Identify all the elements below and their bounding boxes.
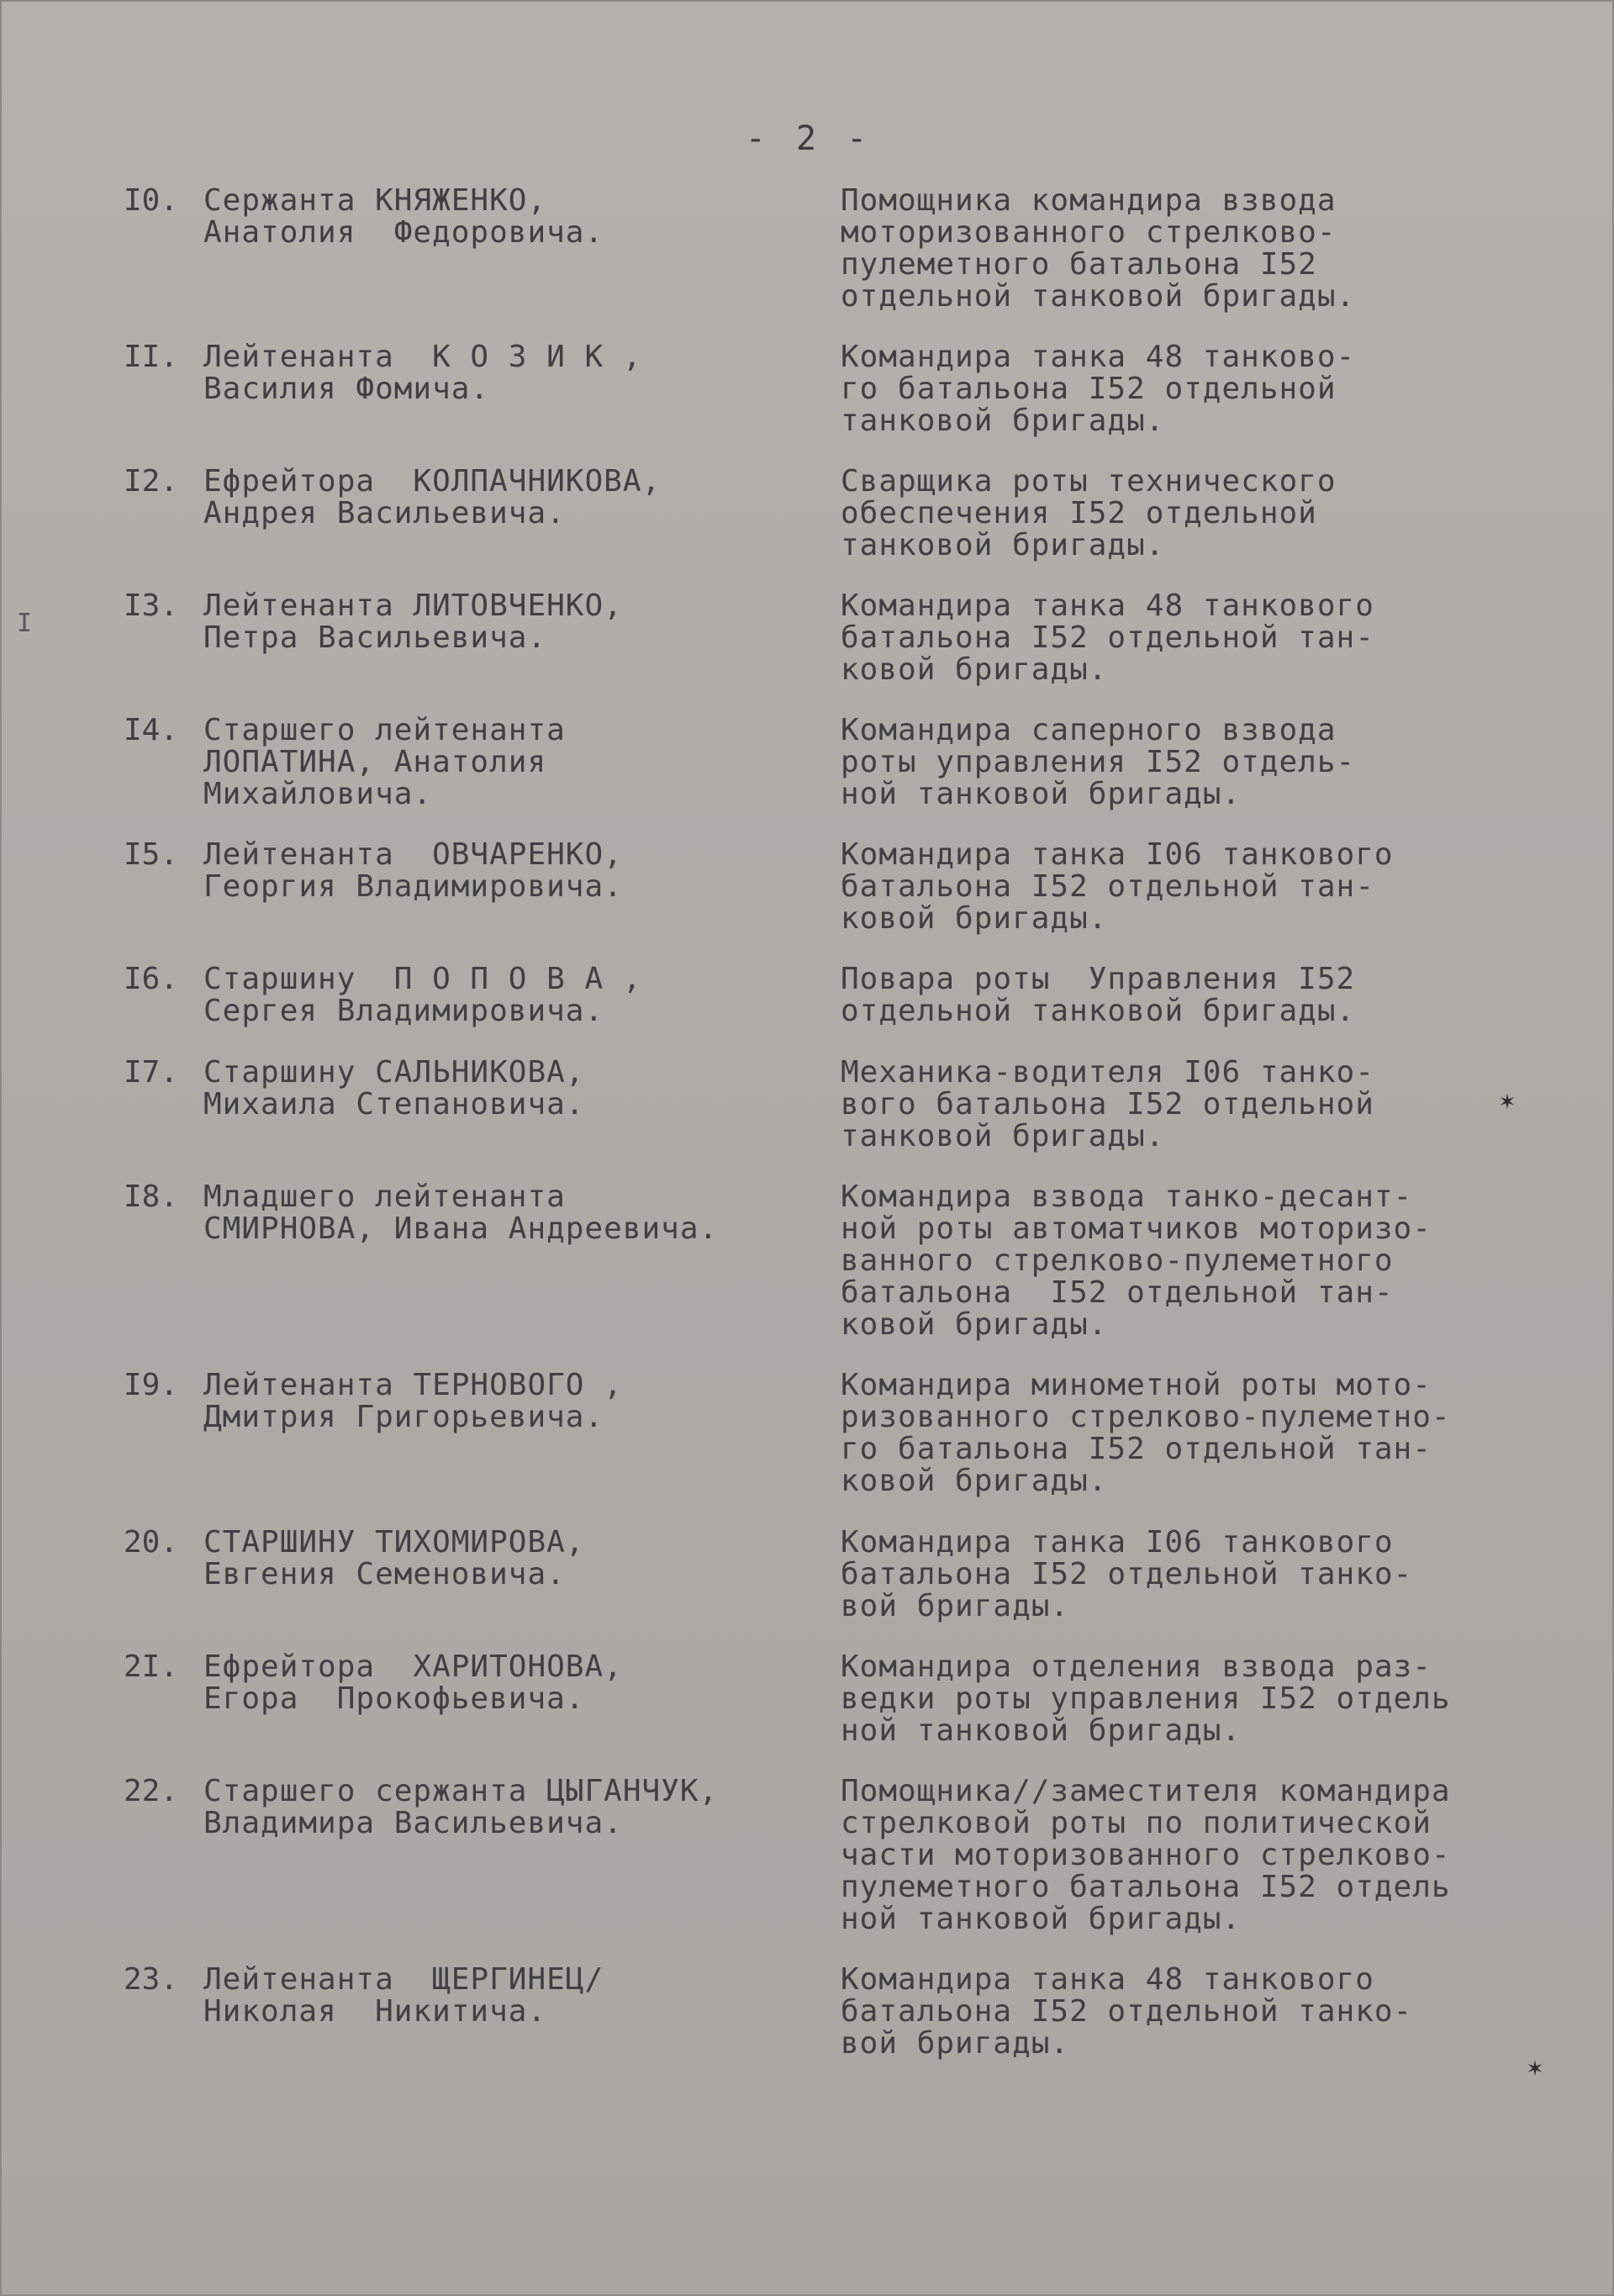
- recipient-name-line: Анатолия Федоровича.: [203, 215, 604, 250]
- recipient-position-line: ковой бригады.: [841, 652, 1108, 687]
- recipient-name-line: ЛОПАТИНА, Анатолия: [203, 745, 547, 779]
- recipient-name-line: Младшего лейтенанта: [203, 1180, 566, 1214]
- recipient-name: [203, 1964, 842, 2028]
- recipient-position-line: отдельной танковой бригады.: [841, 279, 1356, 314]
- recipient-position: [841, 341, 1564, 437]
- recipient-position-line: ной танковой бригады.: [841, 1902, 1242, 1936]
- recipient-position-line: вой бригады.: [841, 1589, 1070, 1623]
- recipient-name: [203, 1057, 842, 1121]
- recipient-position-line: Командира танка 48 танкового: [841, 1962, 1374, 1997]
- recipient-position-line: обеспечения I52 отдельной: [841, 496, 1317, 530]
- recipient-name: [203, 341, 842, 405]
- recipient-name-line: Старшину П О П О В А ,: [203, 962, 642, 996]
- recipient-position-line: Повара роты Управления I52: [841, 962, 1356, 996]
- entry-number: I4.: [124, 713, 179, 747]
- recipient-position-line: Командира танка I06 танкового: [841, 837, 1394, 872]
- recipient-name: [203, 1651, 842, 1715]
- recipient-name-line: Лейтенанта ЩЕРГИНЕЦ/: [203, 1962, 604, 1997]
- entry-number: I7.: [124, 1055, 179, 1090]
- recipient-position: [841, 466, 1564, 562]
- recipient-name: [203, 590, 842, 654]
- recipient-name-line: Старшего лейтенанта: [203, 713, 566, 747]
- recipient-name-line: Михайловича.: [203, 777, 433, 811]
- recipient-name: [203, 466, 842, 530]
- recipient-position: [841, 1776, 1564, 1935]
- recipient-position-line: ной танковой бригады.: [841, 1713, 1242, 1748]
- page-number: - 2 -: [745, 119, 873, 158]
- recipient-position-line: ковой бригады.: [841, 1307, 1108, 1342]
- recipient-name-line: Василия Фомича.: [203, 372, 490, 406]
- recipient-name-line: Старшего сержанта ЦЫГАНЧУК,: [203, 1774, 719, 1808]
- recipient-position: [841, 590, 1564, 686]
- recipient-name: [203, 839, 842, 903]
- recipient-name-line: Георгия Владимировича.: [203, 869, 623, 904]
- recipient-position-line: части моторизованного стрелково-: [841, 1838, 1451, 1872]
- recipient-position-line: Командира танка I06 танкового: [841, 1525, 1394, 1560]
- star-mark-icon: ✶: [1527, 2053, 1543, 2082]
- recipient-name-line: Лейтенанта ТЕРНОВОГО ,: [203, 1368, 623, 1402]
- edge-mark: I: [17, 609, 33, 638]
- recipient-position-line: го батальона I52 отдельной тан-: [841, 1432, 1432, 1466]
- recipient-position-line: стрелковой роты по политической: [841, 1806, 1432, 1840]
- recipient-position-line: батальона I52 отдельной танко-: [841, 1557, 1413, 1591]
- recipient-position-line: Командира танка 48 танкового: [841, 589, 1374, 623]
- recipient-name: [203, 1181, 842, 1245]
- entry-number: I8.: [124, 1180, 179, 1214]
- recipient-position-line: Командира минометной роты мото-: [841, 1368, 1432, 1402]
- recipient-position-line: Командира саперного взвода: [841, 713, 1337, 747]
- recipient-position-line: пулеметного батальона I52 отдель: [841, 1870, 1451, 1904]
- recipient-position-line: ковой бригады.: [841, 1464, 1108, 1498]
- recipient-position-line: ризованного стрелково-пулеметно-: [841, 1400, 1451, 1434]
- recipient-position-line: Командира взвода танко-десант-: [841, 1180, 1413, 1214]
- entry-number: I6.: [124, 962, 179, 996]
- recipient-name: [203, 1776, 842, 1839]
- recipient-name-line: Старшину САЛЬНИКОВА,: [203, 1055, 585, 1090]
- recipient-position: [841, 1370, 1564, 1497]
- recipient-position: [841, 1651, 1564, 1747]
- recipient-position: [841, 715, 1564, 810]
- recipient-position-line: батальона I52 отдельной тан-: [841, 620, 1374, 655]
- recipient-position: [841, 963, 1564, 1027]
- recipient-name-line: Ефрейтора КОЛПАЧНИКОВА,: [203, 464, 662, 499]
- recipient-name-line: СТАРШИНУ ТИХОМИРОВА,: [203, 1525, 585, 1560]
- recipient-position-line: моторизованного стрелково-: [841, 215, 1337, 250]
- recipient-position-line: ведки роты управления I52 отдель: [841, 1681, 1451, 1716]
- recipient-name-line: Сержанта КНЯЖЕНКО,: [203, 183, 547, 218]
- entry-number: I0.: [124, 183, 179, 218]
- recipient-position-line: Помощника командира взвода: [841, 183, 1337, 218]
- recipient-position-line: вой бригады.: [841, 2026, 1070, 2061]
- recipient-name-line: Ефрейтора ХАРИТОНОВА,: [203, 1649, 623, 1684]
- recipient-position-line: го батальона I52 отдельной: [841, 372, 1337, 406]
- recipient-position-line: Командира отделения взвода раз-: [841, 1649, 1432, 1684]
- recipient-name: [203, 1527, 842, 1591]
- recipient-position-line: батальона I52 отдельной тан-: [841, 869, 1374, 904]
- recipient-position-line: танковой бригады.: [841, 528, 1165, 562]
- recipient-position-line: Сварщика роты технического: [841, 464, 1337, 499]
- recipient-position-line: ной танковой бригады.: [841, 777, 1242, 811]
- recipient-name-line: СМИРНОВА, Ивана Андреевича.: [203, 1211, 719, 1246]
- recipient-position: [841, 1964, 1564, 2060]
- entry-number: I5.: [124, 837, 179, 872]
- recipient-name-line: Владимира Васильевича.: [203, 1806, 623, 1840]
- recipient-name-line: Евгения Семеновича.: [203, 1557, 566, 1591]
- entry-number: 22.: [124, 1774, 179, 1808]
- recipient-position-line: пулеметного батальона I52: [841, 247, 1317, 282]
- recipient-position-line: танковой бригады.: [841, 404, 1165, 438]
- recipient-name-line: Андрея Васильевича.: [203, 496, 566, 530]
- recipient-position-line: роты управления I52 отдель-: [841, 745, 1356, 779]
- star-mark-icon: ✶: [1500, 1086, 1516, 1116]
- recipient-position-line: вого батальона I52 отдельной: [841, 1087, 1374, 1122]
- recipient-position: [841, 1527, 1564, 1623]
- recipient-position: [841, 1181, 1564, 1341]
- recipient-position-line: танковой бригады.: [841, 1119, 1165, 1153]
- recipient-position-line: ковой бригады.: [841, 901, 1108, 936]
- entry-number: 2I.: [124, 1649, 179, 1684]
- recipient-name-line: Петра Васильевича.: [203, 620, 547, 655]
- recipient-name-line: Дмитрия Григорьевича.: [203, 1400, 604, 1434]
- recipient-name-line: Сергея Владимировича.: [203, 994, 604, 1028]
- recipient-name: [203, 1370, 842, 1433]
- recipient-position-line: Помощника//заместителя командира: [841, 1774, 1451, 1808]
- recipient-name-line: Николая Никитича.: [203, 1994, 547, 2029]
- recipient-name-line: Михаила Степановича.: [203, 1087, 585, 1122]
- recipient-name-line: Лейтенанта ОВЧАРЕНКО,: [203, 837, 623, 872]
- recipient-name: [203, 185, 842, 249]
- entry-number: I9.: [124, 1368, 179, 1402]
- recipient-position-line: батальона I52 отдельной танко-: [841, 1994, 1413, 2029]
- recipient-position-line: батальона I52 отдельной тан-: [841, 1275, 1394, 1310]
- recipient-position-line: ной роты автоматчиков моторизо-: [841, 1211, 1432, 1246]
- recipient-position-line: ванного стрелково-пулеметного: [841, 1243, 1394, 1278]
- recipient-position-line: Механика-водителя I06 танко-: [841, 1055, 1374, 1090]
- entry-number: 23.: [124, 1962, 179, 1997]
- recipient-position: [841, 1057, 1564, 1153]
- recipient-name: [203, 963, 842, 1027]
- recipient-position: [841, 839, 1564, 935]
- entry-number: I2.: [124, 464, 179, 499]
- recipient-name-line: Лейтенанта К О З И К ,: [203, 340, 642, 374]
- recipient-name-line: Лейтенанта ЛИТОВЧЕНКО,: [203, 589, 623, 623]
- recipient-name-line: Егора Прокофьевича.: [203, 1681, 585, 1716]
- entry-number: I3.: [124, 589, 179, 623]
- recipient-position: [841, 185, 1564, 313]
- recipient-position-line: Командира танка 48 танково-: [841, 340, 1356, 374]
- entry-number: 20.: [124, 1525, 179, 1560]
- recipient-name: [203, 715, 842, 810]
- recipient-position-line: отдельной танковой бригады.: [841, 994, 1356, 1028]
- entry-number: II.: [124, 340, 179, 374]
